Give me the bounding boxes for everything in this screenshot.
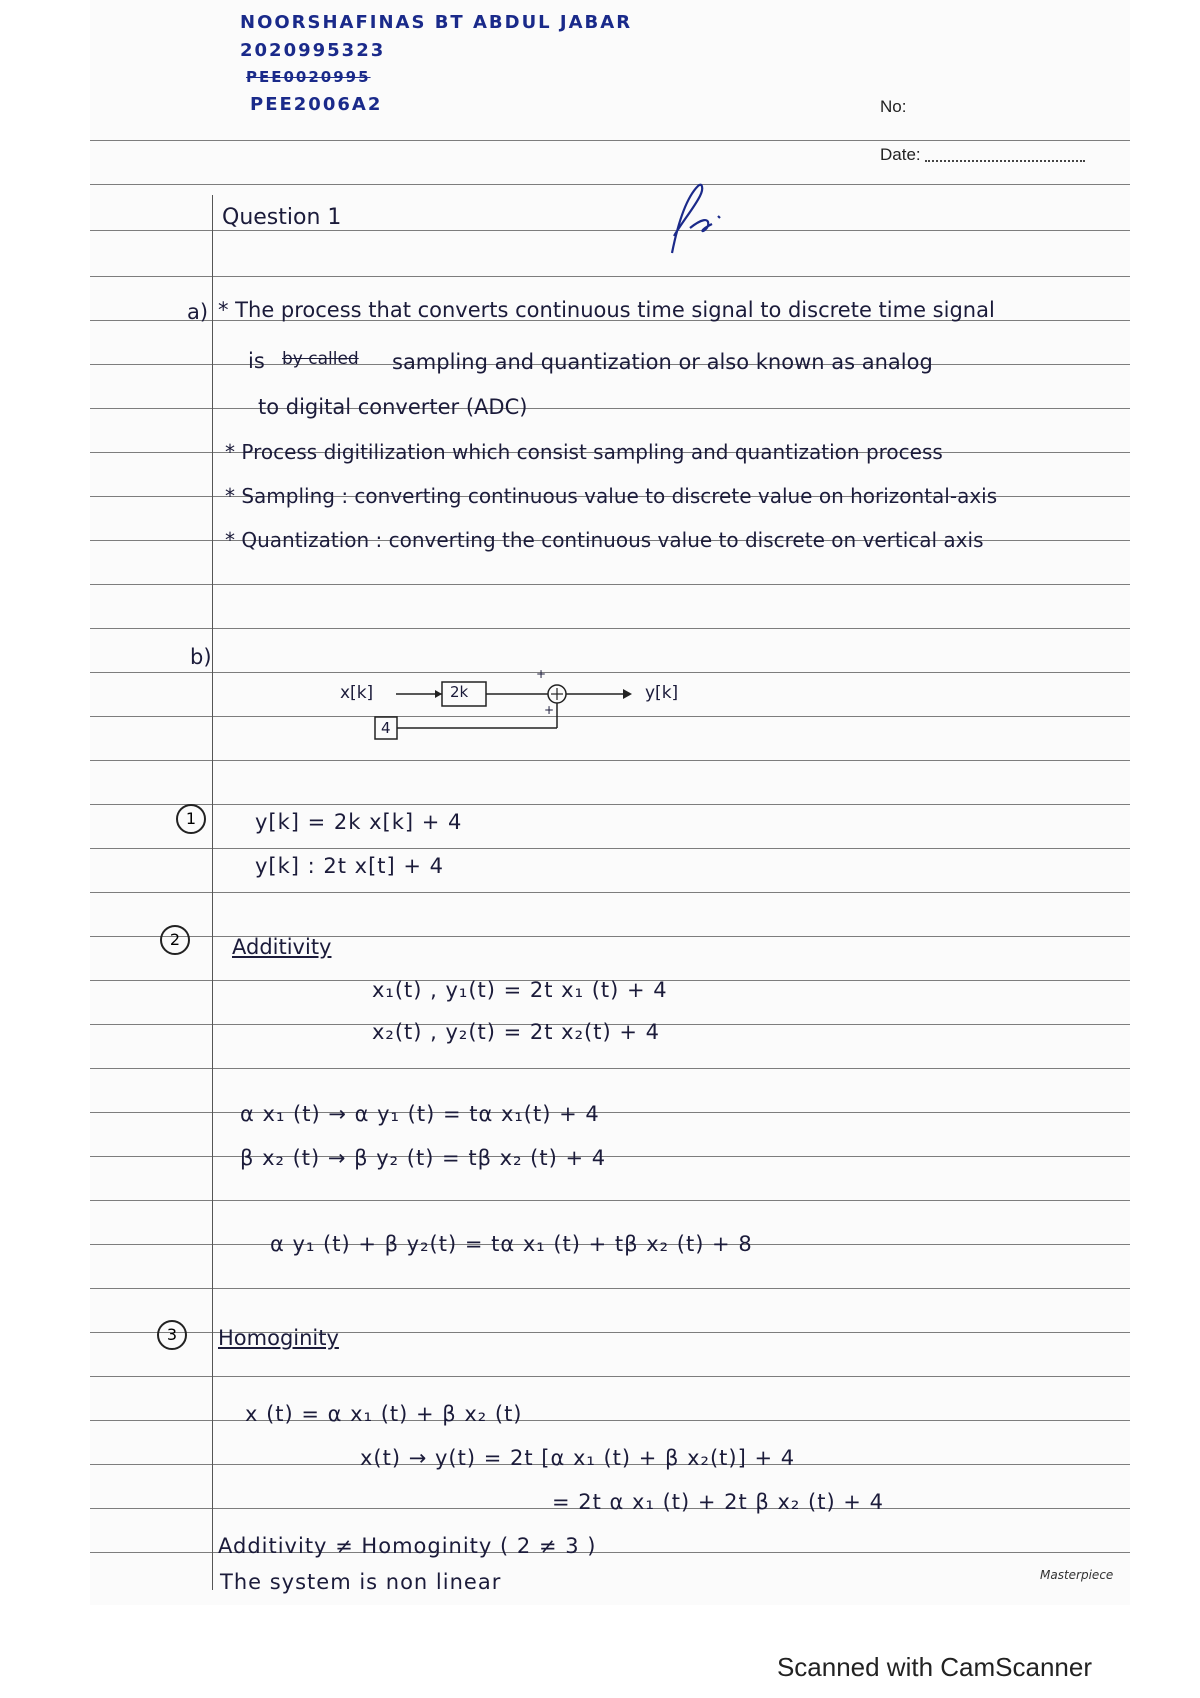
- no-label: No:: [880, 97, 907, 116]
- notebook-brand-logo: Masterpiece: [1040, 1568, 1114, 1582]
- part-a-line-2a: is: [248, 349, 265, 373]
- homogeneity-line-3: = 2t α x₁ (t) + 2t β x₂ (t) + 4: [552, 1490, 884, 1514]
- date-label: Date:: [880, 145, 921, 164]
- diagram-output-label: y[k]: [645, 683, 679, 703]
- section-2-title: Additivity: [232, 935, 332, 959]
- class-code: PEE2006A2: [250, 94, 383, 115]
- diagram-input-label: x[k]: [340, 683, 374, 703]
- additivity-line-5: α y₁ (t) + β y₂(t) = tα x₁ (t) + tβ x₂ (t) + 8: [270, 1232, 753, 1256]
- conclusion-result: The system is non linear: [220, 1570, 502, 1594]
- struck-code: PEE0020995: [246, 68, 371, 86]
- part-a-line-2b: sampling and quantization or also known as analog: [392, 350, 933, 374]
- part-a-line-5: * Sampling : converting continuous value to discrete value on horizontal-axis: [225, 484, 998, 508]
- diagram-block-2k: 2k: [450, 683, 469, 701]
- additivity-line-1: x₁(t) , y₁(t) = 2t x₁ (t) + 4: [372, 978, 668, 1002]
- section-2-number: 2: [160, 925, 190, 955]
- part-a-line-6: * Quantization : converting the continuous value to discrete on vertical axis: [225, 528, 984, 552]
- additivity-line-3: α x₁ (t) → α y₁ (t) = tα x₁(t) + 4: [240, 1102, 600, 1126]
- diagram-plus-bottom: +: [544, 703, 555, 717]
- part-a-line-1: * The process that converts continuous time signal to discrete time signal: [218, 298, 995, 322]
- student-name: NOORSHAFINAS BT ABDUL JABAR: [240, 12, 633, 33]
- section-3-title: Homoginity: [218, 1326, 339, 1350]
- part-b-label: b): [190, 645, 212, 669]
- date-line: [925, 148, 1085, 162]
- camscanner-watermark: Scanned with CamScanner: [776, 1652, 1092, 1682]
- signature: [660, 178, 730, 258]
- conclusion-comparison: Additivity ≠ Homoginity ( 2 ≠ 3 ): [218, 1534, 597, 1558]
- section-3-number: 3: [157, 1320, 187, 1350]
- part-a-label: a): [187, 300, 209, 324]
- section-1-number: 1: [176, 804, 206, 834]
- block-diagram: [330, 667, 730, 755]
- section-1-eq-2: y[k] : 2t x[t] + 4: [255, 854, 445, 878]
- student-id: 2020995323: [240, 40, 386, 61]
- homogeneity-line-2: x(t) → y(t) = 2t [α x₁ (t) + β x₂(t)] + 4: [360, 1446, 796, 1470]
- diagram-plus-top: +: [536, 667, 547, 681]
- additivity-line-2: x₂(t) , y₂(t) = 2t x₂(t) + 4: [372, 1020, 660, 1044]
- question-title: Question 1: [222, 205, 342, 230]
- part-a-struck-word: by called: [282, 349, 359, 369]
- part-a-line-4: * Process digitilization which consist sampling and quantization process: [225, 440, 943, 464]
- homogeneity-line-1: x (t) = α x₁ (t) + β x₂ (t): [245, 1402, 523, 1426]
- part-a-line-3: to digital converter (ADC): [258, 395, 528, 419]
- section-1-eq-1: y[k] = 2k x[k] + 4: [255, 810, 463, 834]
- diagram-block-4: 4: [381, 719, 391, 737]
- notebook-page: [90, 0, 1130, 1605]
- additivity-line-4: β x₂ (t) → β y₂ (t) = tβ x₂ (t) + 4: [240, 1146, 607, 1170]
